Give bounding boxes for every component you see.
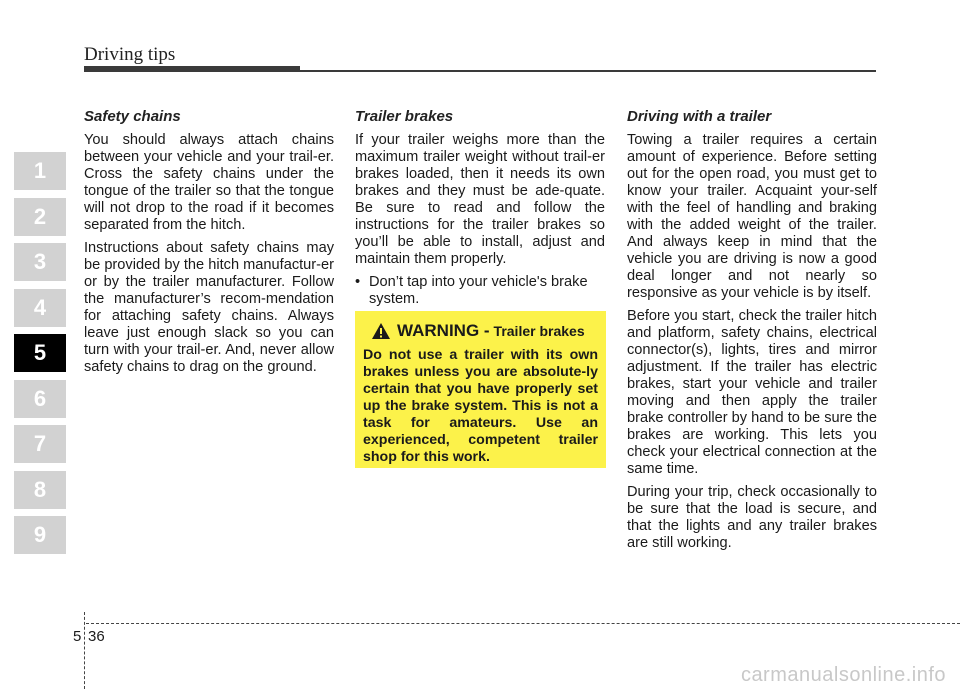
warning-subtitle: Trailer brakes <box>493 323 585 339</box>
trailer-brakes-bullet <box>355 274 605 308</box>
header-rule-thick <box>84 66 300 72</box>
chapter-tabs <box>14 152 66 562</box>
chapter-tab-7[interactable]: 7 <box>14 425 66 463</box>
safety-chains-section <box>84 108 334 382</box>
watermark: carmanualsonline.info <box>740 664 946 686</box>
chapter-tab-1[interactable]: 1 <box>14 152 66 190</box>
warning-body: Do not use a trailer with its own brakes unless you are absolute-ly certain that you have properly set up the brake system. This is not a task for amateurs. Use an experienced, competent trailer shop for this work. <box>363 347 598 465</box>
trailer-brakes-section <box>355 108 605 308</box>
driving-with-trailer-paragraph-1: Towing a trailer requires a certain amount of experience. Before setting out for the open road, you must get to know your trailer. Acquaint your-self with the feel of handling and braking with the added weight of the trailer. And always keep in mind that the vehicle you are driving is now a good deal longer and not nearly so responsive as your vehicle is by itself. <box>627 132 877 301</box>
bullet-icon: • <box>355 274 361 290</box>
chapter-tab-5[interactable]: 5 <box>14 334 66 372</box>
warning-title: WARNING - <box>397 321 490 340</box>
footer-divider <box>86 623 960 624</box>
safety-chains-paragraph-2: Instructions about safety chains may be provided by the hitch manufactur-er or by the trailer manufacturer. Follow the manufacturer’s recom-mendation for attaching safety chains. Always leave just enough slack so you can turn with your trail-er. And, never allow safety chains to drag on the ground. <box>84 240 334 375</box>
trailer-brakes-bullet-text: Don’t tap into your vehicle's brake system. <box>369 274 588 307</box>
trailer-brakes-heading: Trailer brakes <box>355 108 454 125</box>
safety-chains-heading: Safety chains <box>84 108 181 125</box>
chapter-tab-2[interactable]: 2 <box>14 198 66 236</box>
chapter-tab-3[interactable]: 3 <box>14 243 66 281</box>
chapter-tab-4[interactable]: 4 <box>14 289 66 327</box>
trailer-brakes-paragraph-1: If your trailer weighs more than the maximum trailer weight without trail-er brakes loaded, then it needs its own brakes and they must be ade-quate. Be sure to read and follow the instructions for the trailer brakes so you’ll be able to install, adjust and maintain them properly. <box>355 132 605 267</box>
safety-chains-paragraph-1: You should always attach chains between your vehicle and your trail-er. Cross the safety chains under the tongue of the trailer so that the tongue will not drop to the road if it becomes separated from the hitch. <box>84 132 334 233</box>
footer-chapter-number: 5 <box>73 628 82 645</box>
footer-vertical-divider <box>84 612 85 689</box>
driving-with-trailer-paragraph-2: Before you start, check the trailer hitch and platform, safety chains, electrical connector(s), lights, tires and mirror adjustment. If the trailer has electric brakes, start your vehicle and trailer moving and then apply the trailer brake controller by hand to be sure the brakes are working. This lets you check your electrical connection at the same time. <box>627 308 877 477</box>
driving-with-trailer-heading: Driving with a trailer <box>627 108 772 125</box>
warning-box <box>355 311 606 468</box>
header-rule-thin <box>300 70 876 72</box>
page-header-title: Driving tips <box>84 44 176 65</box>
warning-header <box>371 321 598 341</box>
chapter-tab-9[interactable]: 9 <box>14 516 66 554</box>
driving-with-trailer-section <box>627 108 877 558</box>
footer-page-number: 36 <box>88 628 105 645</box>
chapter-tab-8[interactable]: 8 <box>14 471 66 509</box>
chapter-tab-6[interactable]: 6 <box>14 380 66 418</box>
warning-triangle-icon <box>371 322 391 340</box>
driving-with-trailer-paragraph-3: During your trip, check occasionally to be sure that the load is secure, and that the lights and any trailer brakes are still working. <box>627 484 877 551</box>
